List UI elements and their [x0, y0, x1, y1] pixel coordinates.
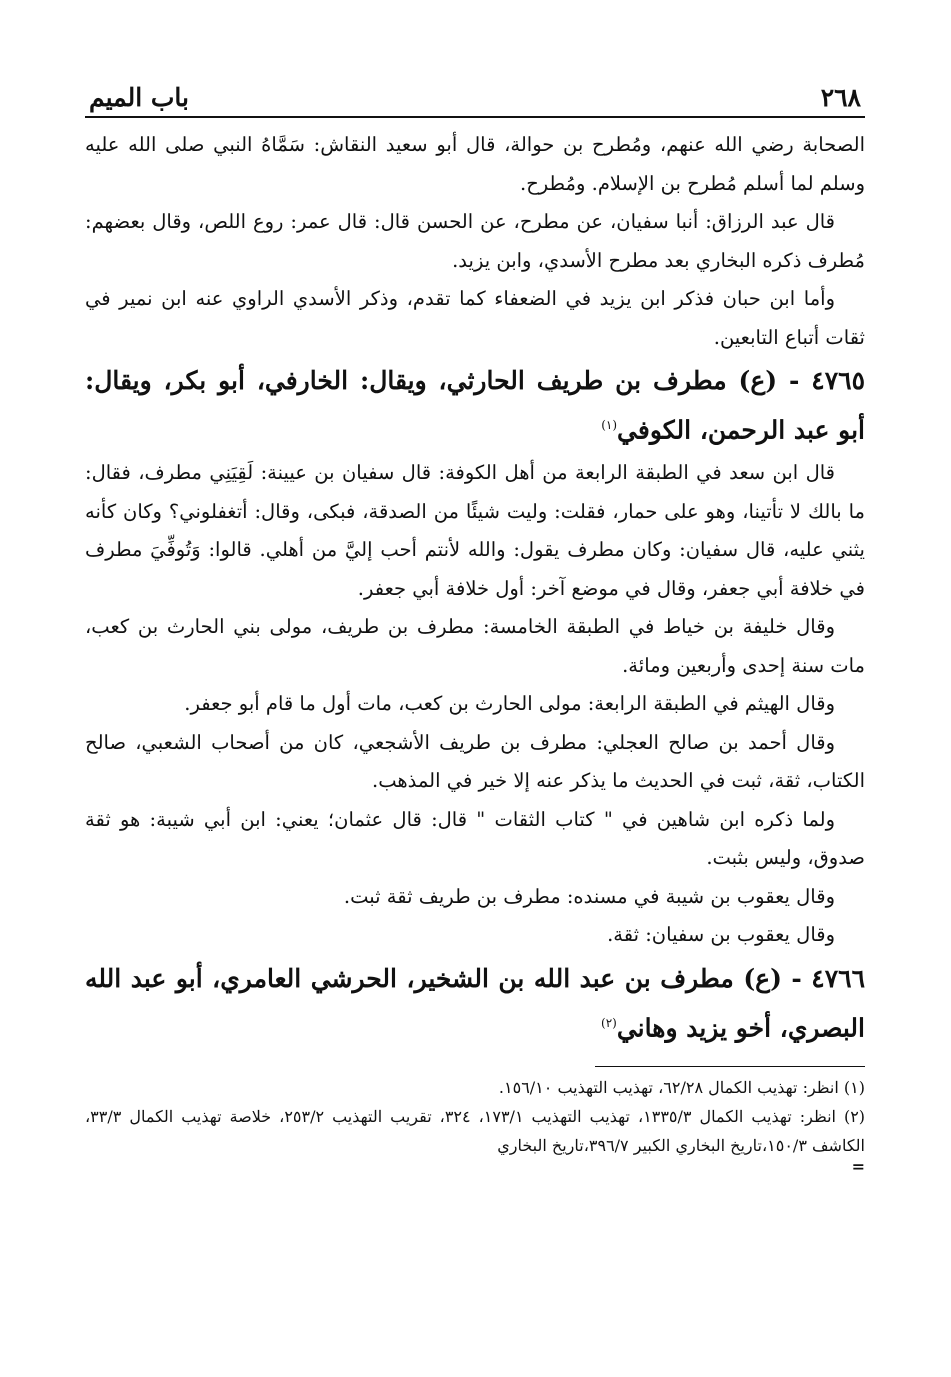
paragraph: ولما ذكره ابن شاهين في " كتاب الثقات " قال: قال عثمان؛ يعني: ابن أبي شيبة: هو ثقة صدوق، وليس بثبت. — [85, 807, 865, 870]
paragraph: وقال خليفة بن خياط في الطبقة الخامسة: مطرف بن طريف، مولى بني الحارث بن كعب، مات سنة إحدى وأربعين ومائة. — [85, 615, 865, 677]
footnotes — [85, 1073, 866, 1177]
footnote-divider — [595, 1066, 865, 1067]
paragraph: وقال أحمد بن صالح العجلي: مطرف بن طريف الأشجعي، كان من أصحاب الشعبي، صالح الكتاب، ثقة، ثبت في الحديث ما يذكر عنه إلا خير في المذهب. — [85, 730, 865, 793]
header-divider — [85, 116, 865, 118]
paragraph: وقال يعقوب بن شيبة في مسنده: مطرف بن طريف ثقة ثبت. — [343, 884, 835, 908]
paragraph: وقال يعقوب بن سفيان: ثقة. — [607, 923, 835, 947]
entry-heading-4766 — [85, 957, 865, 1050]
paragraph: وأما ابن حبان فذكر ابن يزيد في الضعفاء كما تقدم، وذكر الأسدي الراوي عنه ابن نمير في ثقات أتباع التابعين. — [85, 287, 865, 349]
paragraph: قال عبد الرزاق: أنبا سفيان، عن مطرح، عن الحسن قال: قال عمر: روع اللص، وقال بعضهم: مُطرف ذكره البخاري بعد مطرح الأسدي، وابن يزيد. — [85, 210, 865, 272]
paragraph: وقال الهيثم في الطبقة الرابعة: مولى الحارث بن كعب، مات أول ما قام أبو جعفر. — [184, 692, 835, 716]
footnote-2: (٢) انظر: تهذيب الكمال ١٣٣٥/٣، تهذيب التهذيب ١٧٣/١، ٣٢٤، تقريب التهذيب ٢٥٣/٢، خلاصة تهذيب الكمال ٣٣/٣، الكاشف ١٥٠/٣،تاريخ البخاري الكبير ٣٩٦/٧،تاريخ البخاري — [85, 1107, 866, 1156]
page-number: ٢٦٨ — [820, 83, 861, 112]
footnote-marker: (٢) — [601, 1015, 617, 1030]
footnote-1: (١) انظر: تهذيب الكمال ٦٢/٢٨، تهذيب التهذيب ١٥٦/١٠. — [498, 1078, 865, 1098]
page-header — [85, 70, 865, 116]
footnote-marker: (١) — [601, 418, 618, 432]
paragraph: قال ابن سعد في الطبقة الرابعة من أهل الكوفة: قال سفيان بن عيينة: لَقِيَنِي مطرف، فقال: ما بالك لا تأتينا، وهو على حمار، فقلت: وليت شيئًا من الصدقة، فبكى، وقال: أتغفلوني؟ وكان كأنه يثني عليه، قال سفيان: وكان مطرف يقول: والله لأنتم أحب إليَّ من أهلي. قالوا: وَتُوفِّيَ مطرف في خلافة أبي جعفر، وقال في موضع آخر: أول خلافة أبي جعفر. — [85, 461, 865, 600]
paragraph: الصحابة رضي الله عنهم، ومُطرح بن حوالة، قال أبو سعيد النقاش: سَمَّاهُ النبي صلى الله عليه وسلم لما أسلم مُطرح بن الإسلام. ومُطرح. — [85, 133, 865, 195]
section-title: باب الميم — [89, 83, 190, 112]
entry-heading-4765 — [85, 359, 865, 452]
continuation-mark: = — [851, 1157, 865, 1177]
entry-title: ٤٧٦٦ - (ع) مطرف بن عبد الله بن الشخير، الحرشي العامري، أبو عبد الله البصري، أخو يزيد وهاني — [85, 963, 865, 1043]
book-page — [85, 70, 866, 1177]
entry-title: ٤٧٦٥ - (ع) مطرف بن طريف الحارثي، ويقال: الخارفي، أبو بكر، ويقال: أبو عبد الرحمن، الكوفي — [85, 366, 865, 445]
main-text — [85, 126, 865, 1050]
